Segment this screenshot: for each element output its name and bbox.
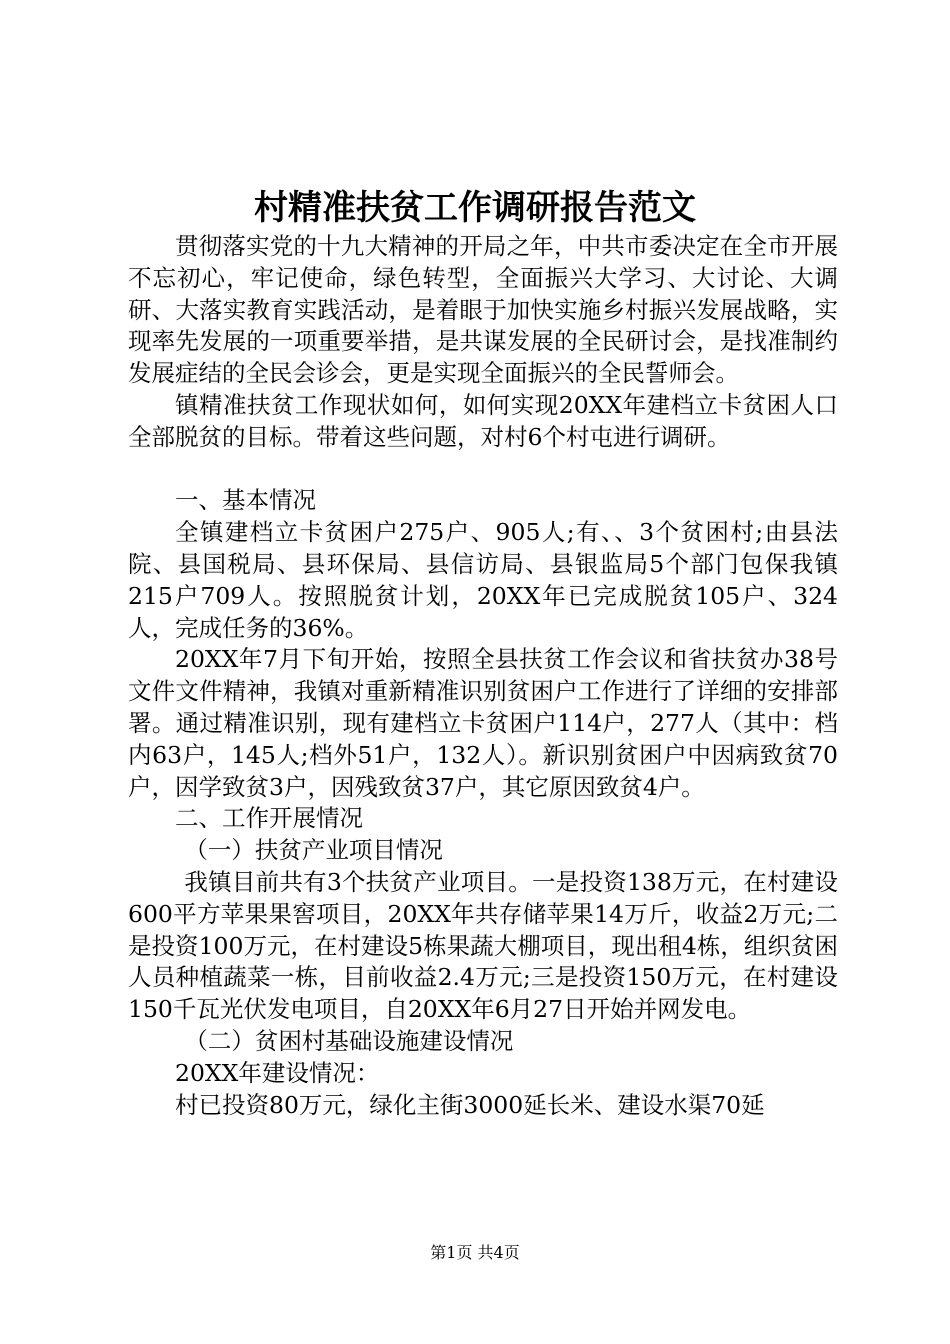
document-title: 村精准扶贫工作调研报告范文 xyxy=(254,188,696,228)
document-body xyxy=(128,231,838,1121)
paragraph-construction-details: 村已投资80万元，绿化主街3000延长米、建设水渠70延 xyxy=(175,1090,765,1119)
paragraph-identification: 20XX年7月下旬开始，按照全县扶贫工作会议和省扶贫办38号文件文件精神，我镇对重新精准识别贫困户工作进行了详细的安排部署。通过精准识别，现有建档立卡贫困户114户，277人（其中：档内63户，145人;档外51户，132人）。新识别贫困户中因病致贫70户，因学致贫3户，因残致贫37户，其它原因致贫4户。 xyxy=(128,645,838,801)
paragraph-intro: 贯彻落实党的十九大精神的开局之年，中共市委决定在全市开展不忘初心，牢记使命，绿色转型，全面振兴大学习、大讨论、大调研、大落实教育实践活动，是着眼于加快实施乡村振兴发展战略，实现率先发展的一项重要举措，是共谋发展的全民研讨会，是找准制约发展症结的全民会诊会，更是实现全面振兴的全民誓师会。 xyxy=(128,232,838,388)
subsection-heading-infrastructure: （二）贫困村基础设施建设情况 xyxy=(184,1026,514,1055)
page-indicator: 第1页 共4页 xyxy=(430,1243,520,1262)
section-heading-work: 二、工作开展情况 xyxy=(175,804,363,833)
paragraph-industry: 我镇目前共有3个扶贫产业项目。一是投资138万元，在村建设600平方苹果果窖项目，20XX年共存储苹果14万斤，收益2万元;二是投资100万元，在村建设5栋果蔬大棚项目，现出租4栋，组织贫困人员种植蔬菜一栋，目前收益2.4万元;三是投资150万元，在村建设150千瓦光伏发电项目，自20XX年6月27日开始并网发电。 xyxy=(128,867,838,1024)
section-heading-basic: 一、基本情况 xyxy=(175,486,316,515)
blank-line xyxy=(128,454,838,486)
paragraph-basic-stats: 全镇建档立卡贫困户275户、905人;有、、3个贫困村;由县法院、县国税局、县环保局、县信访局、县银监局5个部门包保我镇215户709人。按照脱贫计划，20XX年已完成脱贫105户、324人，完成任务的36%。 xyxy=(128,518,838,642)
paragraph-question: 镇精准扶贫工作现状如何，如何实现20XX年建档立卡贫困人口全部脱贫的目标。带着这些问题，对村6个村屯进行调研。 xyxy=(128,390,838,451)
subsection-heading-industry: （一）扶贫产业项目情况 xyxy=(184,836,443,865)
paragraph-construction-year: 20XX年建设情况： xyxy=(175,1058,380,1087)
